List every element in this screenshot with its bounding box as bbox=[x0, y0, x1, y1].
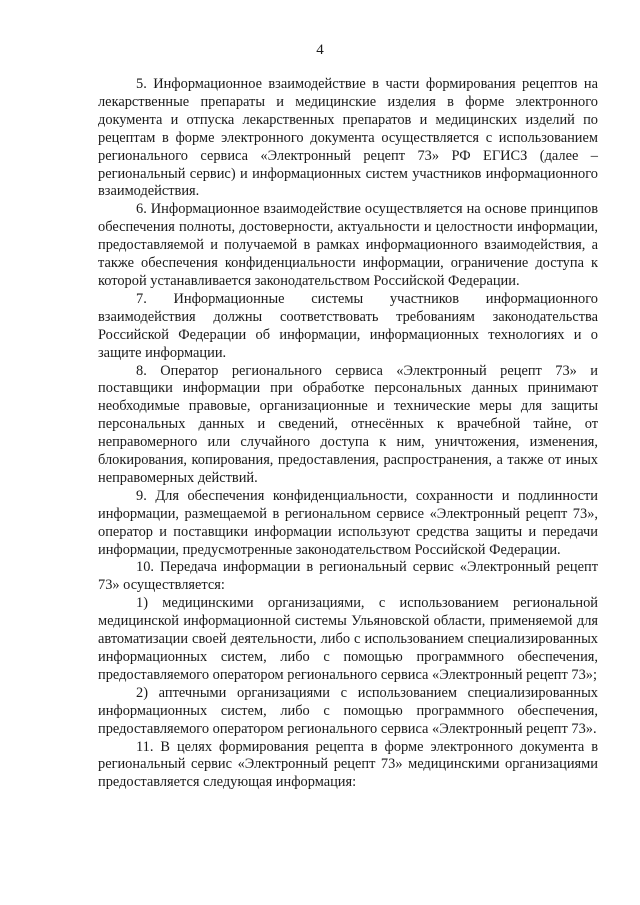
paragraph-7: 7. Информационные системы участников информационного взаимодействия должны соответствовать требованиям законодательства Российской Федерации об информации, информационных технологиях и о защите информации. bbox=[98, 290, 598, 361]
paragraph-9: 9. Для обеспечения конфиденциальности, сохранности и подлинности информации, размещаемой в региональном сервисе «Электронный рецепт 73», оператор и поставщики информации используют средства защиты и передачи информации, предусмотренные законодательством Российской Федерации. bbox=[98, 487, 598, 558]
paragraph-5: 5. Информационное взаимодействие в части формирования рецептов на лекарственные препараты и медицинские изделия в форме электронного документа и отпуска лекарственных препаратов и медицинских изделий по рецептам в форме электронного документа осуществляется с использованием регионального сервиса «Электронный рецепт 73» РФ ЕГИСЗ (далее – региональный сервис) и информационных систем участников информационного взаимодействия. bbox=[98, 76, 598, 200]
paragraph-6: 6. Информационное взаимодействие осуществляется на основе принципов обеспечения полноты, достоверности, актуальности и целостности информации, предоставляемой и получаемой в рамках информационного взаимодействия, а также обеспечения конфиденциальности информации, ограничение доступа к которой устанавливается законодательством Российской Федерации. bbox=[98, 201, 598, 289]
paragraph-11: 11. В целях формирования рецепта в форме электронного документа в региональный сервис «Электронный рецепт 73» медицинскими организациями предоставляется следующая информация: bbox=[98, 738, 598, 791]
list-item-1: 1) медицинскими организациями, с использованием региональной медицинской информационной системы Ульяновской области, применяемой для автоматизации своей деятельности, либо с использованием специализированных информационных систем, либо с помощью программного обеспечения, предоставляемого оператором регионального сервиса «Электронный рецепт 73»; bbox=[98, 595, 598, 683]
document-body bbox=[98, 76, 598, 792]
paragraph-10: 10. Передача информации в региональный сервис «Электронный рецепт 73» осуществляется: bbox=[98, 559, 598, 594]
paragraph-8: 8. Оператор регионального сервиса «Электронный рецепт 73» и поставщики информации при обработке персональных данных принимают необходимые правовые, организационные и технические меры для защиты персональных данных и сведений, отнесённых к врачебной тайне, от неправомерного или случайного доступа к ним, уничтожения, изменения, блокирования, копирования, предоставления, распространения, а также от иных неправомерных действий. bbox=[98, 362, 598, 486]
list-item-2: 2) аптечными организациями с использованием специализированных информационных систем, либо с помощью программного обеспечения, предоставляемого оператором регионального сервиса «Электронный рецепт 73». bbox=[98, 684, 598, 737]
page-number: 4 bbox=[316, 42, 324, 58]
